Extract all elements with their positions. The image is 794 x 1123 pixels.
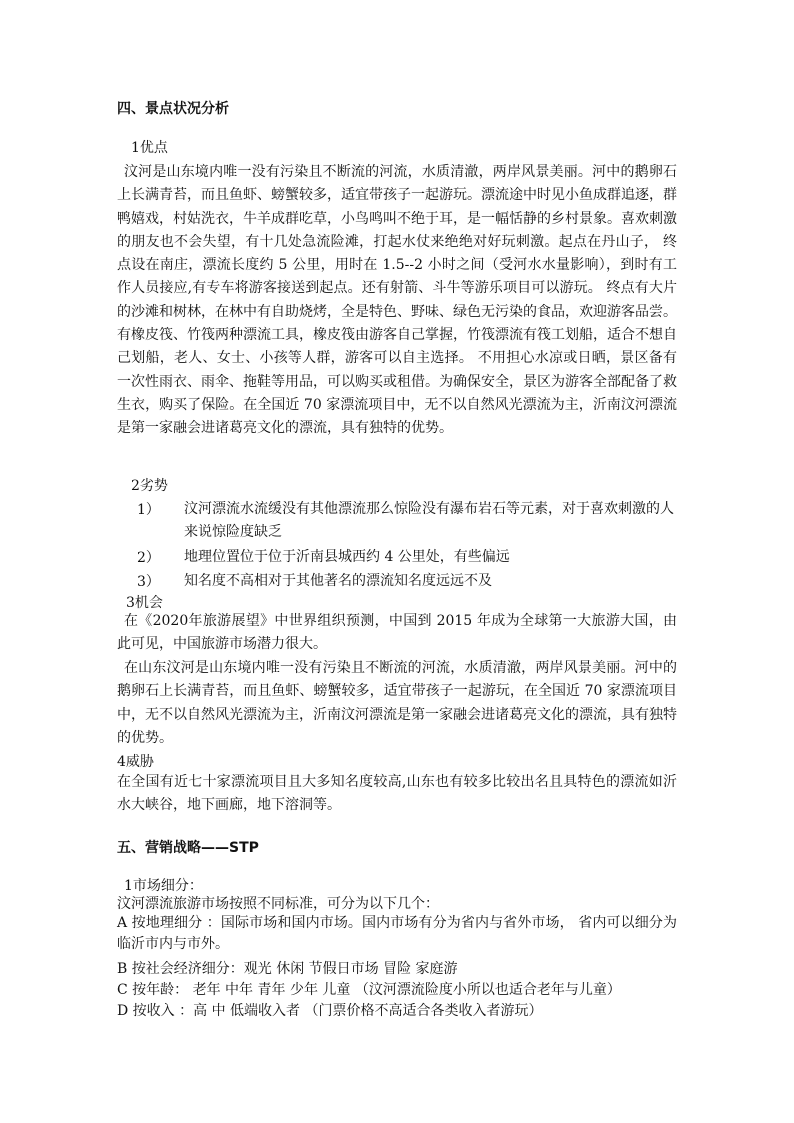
section-heading-5: 五、营销战略——STP — [117, 840, 259, 856]
opportunities-paragraph-2: 在山东汶河是山东境内唯一没有污染且不断流的河流，水质清澈，两岸风景美丽。河中的鹅卵石上长满青苔，而且鱼虾、螃蟹较多，适宜带孩子一起游玩，在全国近 70 家漂流项目中，无不以自然风光漂流为主，沂南汶河漂流是第一家融会进诸葛亮文化的漂流，具有独特的优势。 — [117, 660, 677, 746]
weaknesses-label: 2劣势 — [131, 478, 168, 494]
strengths-label: 1优点 — [131, 140, 168, 156]
weakness-item: 知名度不高相对于其他著名的漂流知名度远远不及 — [184, 573, 492, 589]
threats-paragraph: 在全国有近七十家漂流项目且大多知名度较高,山东也有较多比较出名且具特色的漂流如沂水大峡谷，地下画廊，地下溶洞等。 — [117, 774, 677, 814]
weakness-number: 3） — [137, 574, 160, 590]
strengths-paragraph: 汶河是山东境内唯一没有污染且不断流的河流，水质清澈，两岸风景美丽。河中的鹅卵石上长满青苔，而且鱼虾、螃蟹较多，适宜带孩子一起游玩。漂流途中时见小鱼成群追逐，群鸭嬉戏，村姑洗衣，牛羊成群吃草，小鸟鸣叫不绝于耳，是一幅恬静的乡村景象。喜欢刺激的朋友也不会失望，有十几处急流险滩，打起水仗来绝绝对好玩刺激。起点在丹山子， 终点设在南庄，漂流长度约 5 公里，用时在 1.5--2 小时之间（受河水水量影响），到时有工作人员接应,有专车将游客接送到起点。还有射箭、斗牛等游乐项目可以游玩。 终点有大片的沙滩和树林，在林中有自助烧烤，全是特色、野味、绿色无污染的食品，欢迎游客品尝。有橡皮筏、竹筏两种漂流工具，橡皮筏由游客自己掌握，竹筏漂流有筏工划船，适合不想自己划船，老人、女士、小孩等人群，游客可以自主选择。 不用担心水凉或日晒，景区备有一次性雨衣、雨伞、拖鞋等用品，可以购买或租借。为确保安全，景区为游客全部配备了救生衣，购买了保险。在全国近 70 家漂流项目中，无不以自然风光漂流为主，沂南汶河漂流是第一家融会进诸葛亮文化的漂流，具有独特的优势。 — [117, 164, 677, 437]
weakness-item: 汶河漂流水流缓没有其他漂流那么惊险没有瀑布岩石等元素，对于喜欢刺激的人来说惊险度缺乏 — [184, 501, 674, 541]
segmentation-geographic: A 按地理细分 ：国际市场和国内市场。国内市场有分为省内与省外市场， 省内可以细分为临沂市内与市外。 — [117, 915, 677, 952]
weakness-item: 地理位置位于位于沂南县城西约 4 公里处，有些偏远 — [184, 549, 510, 565]
threats-label: 4威胁 — [117, 754, 154, 770]
opportunities-label: 3机会 — [126, 595, 163, 611]
segmentation-income: D 按收入 ：高 中 低端收入者 （门票价格不高适合各类收入者游玩） — [117, 1003, 543, 1019]
segmentation-socioeconomic: B 按社会经济细分：观光 休闲 节假日市场 冒险 家庭游 — [117, 961, 458, 977]
section-heading-4: 四、景点状况分析 — [117, 101, 229, 117]
segmentation-age: C 按年龄： 老年 中年 青年 少年 儿童 （汶河漂流险度小所以也适合老年与儿童） — [117, 982, 621, 998]
segmentation-intro: 汶河漂流旅游市场按照不同标准，可分为以下几个： — [117, 896, 439, 912]
weakness-number: 2） — [137, 550, 160, 566]
segmentation-label: 1市场细分： — [124, 878, 203, 894]
opportunities-paragraph-1: 在《2020年旅游展望》中世界组织预测，中国到 2015 年成为全球第一大旅游大国，由此可见，中国旅游市场潜力很大。 — [117, 613, 677, 653]
weakness-number: 1） — [137, 502, 160, 518]
